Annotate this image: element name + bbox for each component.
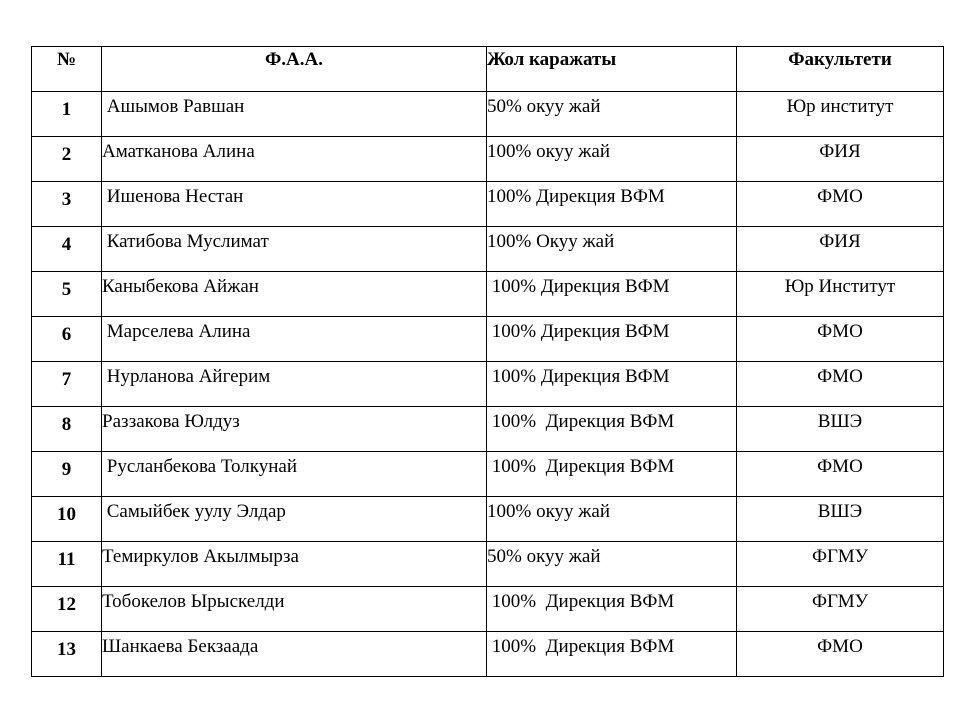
table-row — [32, 542, 944, 587]
row-funding: 100% окуу жай — [487, 497, 737, 542]
row-faculty: ФМО — [737, 317, 944, 362]
header-faculty: Факультети — [737, 47, 944, 92]
row-funding: 50% окуу жай — [487, 542, 737, 587]
row-faculty: ВШЭ — [737, 407, 944, 452]
row-faculty: ФИЯ — [737, 137, 944, 182]
table-row — [32, 137, 944, 182]
row-name: Каныбекова Айжан — [102, 272, 487, 317]
row-faculty: ФМО — [737, 632, 944, 677]
table-header — [32, 47, 944, 92]
row-faculty: ФМО — [737, 362, 944, 407]
header-number: № — [32, 47, 102, 92]
row-name: Раззакова Юлдуз — [102, 407, 487, 452]
table-row — [32, 497, 944, 542]
row-number: 7 — [32, 362, 102, 407]
row-number: 4 — [32, 227, 102, 272]
row-number: 10 — [32, 497, 102, 542]
table-row — [32, 452, 944, 497]
row-faculty: ФГМУ — [737, 542, 944, 587]
table-body — [32, 92, 944, 677]
row-number: 9 — [32, 452, 102, 497]
row-funding: 100% Дирекция ВФМ — [487, 182, 737, 227]
table-row — [32, 182, 944, 227]
row-faculty: Юр институт — [737, 92, 944, 137]
table-row — [32, 407, 944, 452]
row-funding: 100% Дирекция ВФМ — [487, 452, 737, 497]
row-number: 5 — [32, 272, 102, 317]
table-row — [32, 92, 944, 137]
row-funding: 100% Дирекция ВФМ — [487, 632, 737, 677]
row-number: 2 — [32, 137, 102, 182]
row-name: Нурланова Айгерим — [102, 362, 487, 407]
row-number: 6 — [32, 317, 102, 362]
row-faculty: ВШЭ — [737, 497, 944, 542]
row-number: 11 — [32, 542, 102, 587]
row-name: Шанкаева Бекзаада — [102, 632, 487, 677]
row-faculty: Юр Институт — [737, 272, 944, 317]
table-row — [32, 272, 944, 317]
row-funding: 100% Дирекция ВФМ — [487, 317, 737, 362]
student-funding-table — [31, 46, 944, 677]
row-funding: 100% Окуу жай — [487, 227, 737, 272]
table-row — [32, 632, 944, 677]
row-name: Марселева Алина — [102, 317, 487, 362]
header-funding: Жол каражаты — [487, 47, 737, 92]
row-name: Ашымов Равшан — [102, 92, 487, 137]
row-number: 3 — [32, 182, 102, 227]
row-number: 8 — [32, 407, 102, 452]
row-name: Тобокелов Ырыскелди — [102, 587, 487, 632]
row-funding: 100% Дирекция ВФМ — [487, 362, 737, 407]
row-faculty: ФИЯ — [737, 227, 944, 272]
row-number: 13 — [32, 632, 102, 677]
row-faculty: ФМО — [737, 452, 944, 497]
header-row — [32, 47, 944, 92]
table-row — [32, 362, 944, 407]
row-number: 1 — [32, 92, 102, 137]
row-name: Русланбекова Толкунай — [102, 452, 487, 497]
row-funding: 100% Дирекция ВФМ — [487, 272, 737, 317]
row-name: Темиркулов Акылмырза — [102, 542, 487, 587]
row-name: Аматканова Алина — [102, 137, 487, 182]
row-name: Катибова Муслимат — [102, 227, 487, 272]
row-name: Самыйбек уулу Элдар — [102, 497, 487, 542]
row-funding: 100% Дирекция ВФМ — [487, 587, 737, 632]
row-name: Ишенова Нестан — [102, 182, 487, 227]
row-faculty: ФМО — [737, 182, 944, 227]
row-funding: 100% Дирекция ВФМ — [487, 407, 737, 452]
table-row — [32, 317, 944, 362]
table-row — [32, 227, 944, 272]
row-faculty: ФГМУ — [737, 587, 944, 632]
table-row — [32, 587, 944, 632]
row-funding: 100% окуу жай — [487, 137, 737, 182]
row-number: 12 — [32, 587, 102, 632]
row-funding: 50% окуу жай — [487, 92, 737, 137]
header-full-name: Ф.А.А. — [102, 47, 487, 92]
